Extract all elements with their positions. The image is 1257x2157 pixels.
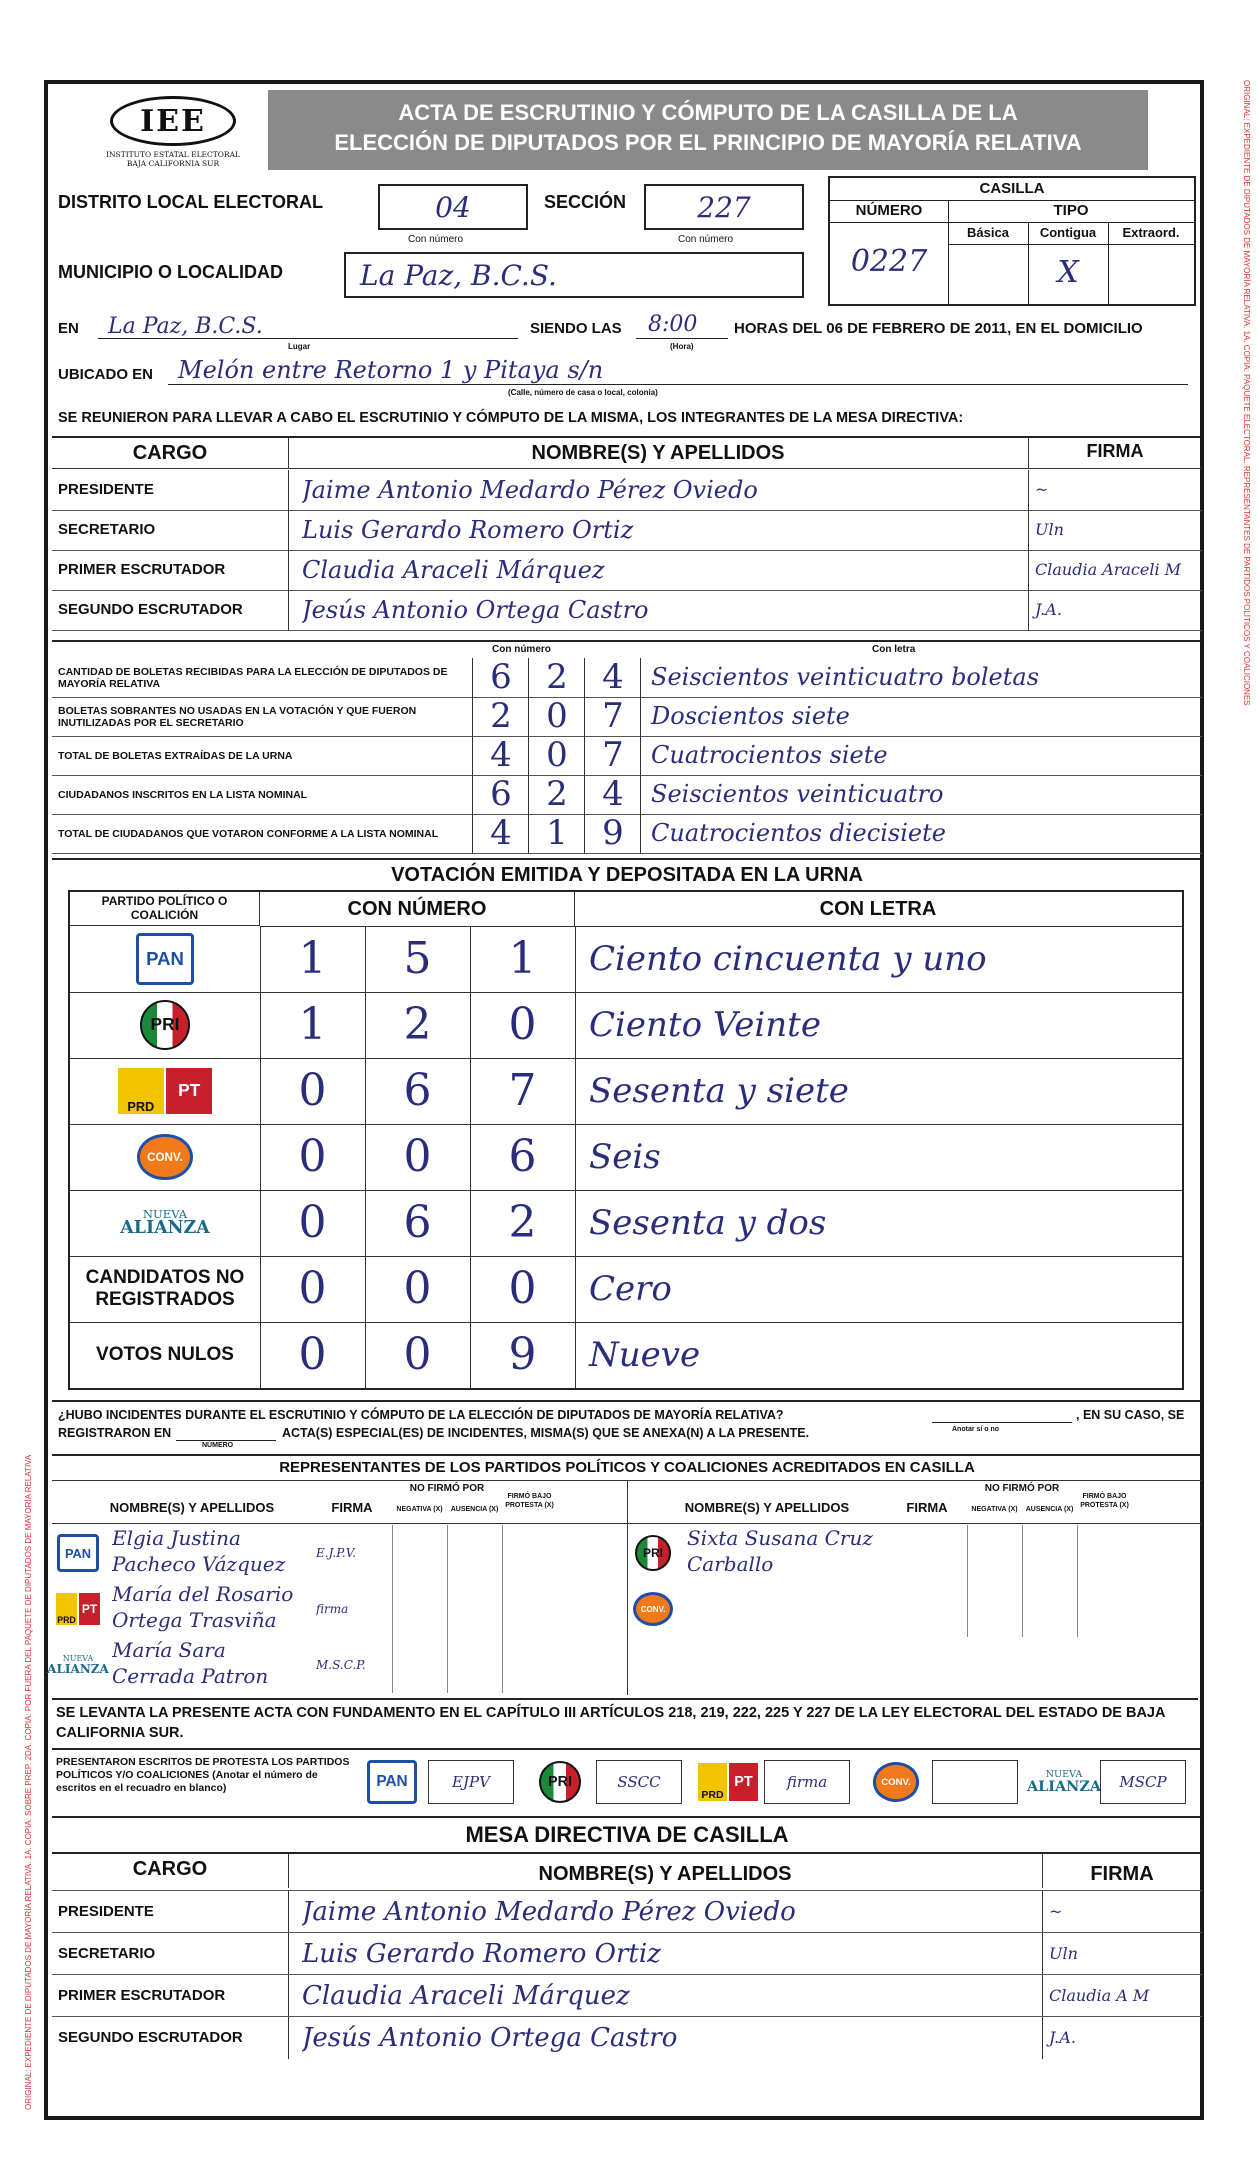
en-line bbox=[58, 312, 1198, 351]
mesa2-nombre[interactable]: Jesús Antonio Ortega Castro bbox=[302, 2023, 678, 2053]
side-note-right: ORIGINAL: EXPEDIENTE DE DIPUTADOS DE MAYORÍA RELATIVA. 1A. COPIA: PAQUETE ELECTORAL. REPRESENTANTES DE PARTIDOS POLÍTICOS Y COALICIONES bbox=[1242, 80, 1251, 706]
incidentes-line1-tail: , EN SU CASO, SE bbox=[1076, 1408, 1185, 1422]
header-title-line1: ACTA DE ESCRUTINIO Y CÓMPUTO DE LA CASILLA DE LA bbox=[398, 100, 1018, 125]
votacion-partido bbox=[70, 1322, 261, 1388]
rep-nombre[interactable] bbox=[687, 1581, 887, 1637]
casilla-box bbox=[828, 176, 1196, 306]
pan-logo-mark: PAN bbox=[136, 933, 194, 985]
boletas-digit[interactable]: 4 bbox=[472, 736, 529, 775]
iee-logo bbox=[98, 96, 248, 174]
votacion-digit[interactable]: 0 bbox=[260, 1256, 366, 1322]
boletas-digit[interactable]: 6 bbox=[472, 658, 529, 697]
boletas-digit[interactable]: 6 bbox=[472, 775, 529, 814]
rep-right-firma-header: FIRMA bbox=[906, 1499, 948, 1515]
mesa2-firma[interactable]: Claudia A M bbox=[1042, 1975, 1202, 2017]
pri-logo-mark: PRI bbox=[635, 1535, 671, 1571]
rep-checkbox-aus[interactable] bbox=[447, 1637, 503, 1693]
votacion-letra[interactable]: Cero bbox=[589, 1269, 672, 1309]
incidentes-line1: ¿HUBO INCIDENTES DURANTE EL ESCRUTINIO Y CÓMPUTO DE LA ELECCIÓN DE DIPUTADOS DE MAYORÍA RELATIVA? bbox=[58, 1408, 784, 1422]
rep-right-firmo-header: FIRMÓ BAJO PROTESTA (X) bbox=[1080, 1493, 1129, 1509]
iee-logo-sub2: BAJA CALIFORNIA SUR bbox=[126, 159, 220, 168]
rep-row bbox=[47, 1637, 627, 1693]
votacion-party-logo bbox=[70, 1128, 260, 1186]
rep-checkbox-aus[interactable] bbox=[1022, 1525, 1078, 1581]
rep-checkbox-pro[interactable] bbox=[502, 1581, 558, 1637]
incidentes-answer[interactable] bbox=[932, 1422, 1072, 1423]
boletas-digit[interactable]: 4 bbox=[584, 658, 641, 697]
seccion-label: SECCIÓN bbox=[544, 192, 627, 212]
rep-firma[interactable]: firma bbox=[316, 1602, 349, 1616]
boletas-digit[interactable]: 7 bbox=[584, 697, 641, 736]
boletas-digit[interactable]: 9 bbox=[584, 814, 641, 853]
pt-logo-mark: PT bbox=[166, 1068, 212, 1114]
seccion-hint: Con número bbox=[678, 234, 734, 245]
rep-checkbox-pro[interactable] bbox=[502, 1525, 558, 1581]
votacion-partido-label: CANDIDATOS NO REGISTRADOS bbox=[85, 1267, 245, 1310]
mesa1-firma[interactable]: Claudia Araceli M bbox=[1028, 550, 1202, 590]
mesa1-firma-header: FIRMA bbox=[1028, 438, 1202, 469]
votacion-digit[interactable]: 0 bbox=[260, 1190, 366, 1256]
votacion-digit[interactable]: 5 bbox=[365, 926, 471, 992]
rep-nombre[interactable]: María del Rosario Ortega Trasviña bbox=[112, 1582, 294, 1632]
header-title-line2: ELECCIÓN DE DIPUTADOS POR EL PRINCIPIO DE MAYORÍA RELATIVA bbox=[334, 130, 1082, 155]
casilla-label: CASILLA bbox=[830, 178, 1194, 201]
hora-tail: HORAS DEL 06 DE FEBRERO DE 2011, EN EL DOMICILIO bbox=[734, 320, 1143, 337]
votacion-digit[interactable]: 6 bbox=[365, 1190, 471, 1256]
hora-hint: (Hora) bbox=[670, 342, 694, 351]
protesta-count-box[interactable] bbox=[1100, 1760, 1186, 1804]
ubicado-field[interactable] bbox=[168, 384, 1188, 385]
mesa1-firma[interactable]: J.A. bbox=[1028, 590, 1202, 630]
rep-checkbox-neg[interactable] bbox=[392, 1637, 448, 1693]
rep-checkbox-neg[interactable] bbox=[967, 1525, 1023, 1581]
rep-party-logo bbox=[47, 1645, 109, 1685]
ubicado-line bbox=[58, 356, 1198, 397]
prd-logo-mark: PRD bbox=[698, 1763, 727, 1801]
mesa1-cargo: PRIMER ESCRUTADOR bbox=[58, 550, 289, 590]
basica-header: Básica bbox=[948, 222, 1029, 245]
boletas-letra[interactable]: Cuatrocientos siete bbox=[640, 736, 1202, 775]
mesa2-title: MESA DIRECTIVA DE CASILLA bbox=[465, 1822, 789, 1847]
mesa2-nombre[interactable]: Claudia Araceli Márquez bbox=[302, 1981, 630, 2011]
votacion-digit[interactable]: 9 bbox=[470, 1322, 576, 1388]
distrito-label: DISTRITO LOCAL ELECTORAL bbox=[58, 192, 324, 212]
protesta-party-logo bbox=[362, 1758, 422, 1806]
nueva-alianza-logo-mark bbox=[47, 1655, 109, 1675]
basica-cell[interactable] bbox=[948, 244, 1029, 304]
votacion-letra[interactable]: Nueve bbox=[589, 1335, 701, 1375]
mesa1-firma[interactable]: Uln bbox=[1028, 510, 1202, 550]
boletas-label: CIUDADANOS INSCRITOS EN LA LISTA NOMINAL bbox=[58, 788, 308, 801]
rep-party-logo bbox=[56, 1589, 100, 1629]
distrito-value: 04 bbox=[435, 191, 471, 224]
boletas-label: CANTIDAD DE BOLETAS RECIBIDAS PARA LA ELECCIÓN DE DIPUTADOS DE MAYORÍA RELATIVA bbox=[58, 665, 448, 690]
siendo-label: SIENDO LAS bbox=[530, 320, 622, 337]
nueva-alianza-logo-mark bbox=[1027, 1770, 1101, 1794]
distrito-hint: Con número bbox=[408, 234, 464, 245]
incidentes-line2-b: ACTA(S) ESPECIAL(ES) DE INCIDENTES, MISMA(S) QUE SE ANEXA(N) A LA PRESENTE. bbox=[282, 1426, 810, 1440]
boletas-label: BOLETAS SOBRANTES NO USADAS EN LA VOTACIÓN Y QUE FUERON INUTILIZADAS POR EL SECRETARIO bbox=[58, 704, 417, 729]
municipio-field[interactable] bbox=[344, 252, 804, 298]
pri-logo-mark: PRI bbox=[539, 1761, 581, 1803]
boletas-digit[interactable]: 1 bbox=[528, 814, 585, 853]
boletas-digit[interactable]: 2 bbox=[472, 697, 529, 736]
votacion-partido bbox=[70, 1190, 261, 1256]
votacion-letra[interactable]: Ciento cincuenta y uno bbox=[589, 939, 987, 979]
rep-left-negativa-header: NEGATIVA (X) bbox=[396, 1505, 443, 1513]
votacion-row bbox=[70, 992, 1182, 1059]
votacion-partido-header: PARTIDO POLÍTICO O COALICIÓN bbox=[70, 892, 260, 926]
votacion-table bbox=[68, 890, 1184, 1390]
votacion-digit[interactable]: 0 bbox=[260, 1124, 366, 1190]
protesta-block bbox=[52, 1748, 1202, 1818]
incidentes-number[interactable] bbox=[176, 1440, 276, 1441]
protesta-party-logo bbox=[1027, 1758, 1102, 1806]
votacion-letra[interactable]: Seis bbox=[589, 1137, 661, 1177]
mesa1-cargo: SEGUNDO ESCRUTADOR bbox=[58, 590, 289, 630]
votacion-partido bbox=[70, 1058, 261, 1124]
extraord-cell[interactable] bbox=[1108, 244, 1194, 304]
reunion-text: SE REUNIERON PARA LLEVAR A CABO EL ESCRUTINIO Y CÓMPUTO DE LA MISMA, LOS INTEGRANTES DE LA MESA DIRECTIVA: bbox=[58, 410, 964, 426]
votacion-party-logo bbox=[70, 1194, 260, 1252]
rep-checkbox-aus[interactable] bbox=[1022, 1581, 1078, 1637]
rep-firma[interactable]: M.S.C.P. bbox=[316, 1658, 366, 1672]
votacion-digit[interactable]: 7 bbox=[470, 1058, 576, 1124]
protesta-count-box[interactable] bbox=[428, 1760, 514, 1804]
votacion-digit[interactable]: 1 bbox=[260, 926, 366, 992]
votacion-digit[interactable]: 0 bbox=[365, 1124, 471, 1190]
mesa2-nombre[interactable]: Jaime Antonio Medardo Pérez Oviedo bbox=[302, 1897, 796, 1927]
rep-row bbox=[627, 1581, 1202, 1637]
mesa2-table bbox=[52, 1852, 1202, 2116]
nueva-alianza-word1: NUEVA bbox=[142, 1206, 188, 1221]
votacion-partido bbox=[70, 1124, 261, 1190]
votacion-letra[interactable]: Sesenta y dos bbox=[589, 1203, 827, 1243]
iee-logo-mark: IEE bbox=[110, 96, 236, 146]
prd-logo-mark: PRD bbox=[56, 1593, 77, 1625]
iee-logo-sub1: INSTITUTO ESTATAL ELECTORAL bbox=[106, 150, 240, 159]
mesa1-nombre-header: NOMBRE(S) Y APELLIDOS bbox=[288, 438, 1029, 469]
mesa2-row bbox=[52, 1974, 1202, 2017]
rep-party-logo bbox=[56, 1533, 100, 1573]
votacion-digit[interactable]: 0 bbox=[260, 1322, 366, 1388]
mesa1-nombre[interactable]: Luis Gerardo Romero Ortiz bbox=[302, 516, 634, 544]
boletas-digit[interactable]: 2 bbox=[528, 775, 585, 814]
protesta-party-logo bbox=[866, 1758, 926, 1806]
extraord-header: Extraord. bbox=[1108, 222, 1194, 245]
votacion-row bbox=[70, 1322, 1182, 1388]
pan-logo-mark: PAN bbox=[367, 1760, 416, 1804]
votacion-digit[interactable]: 1 bbox=[260, 992, 366, 1058]
mesa1-firma[interactable]: ~ bbox=[1028, 470, 1202, 510]
protesta-count-box[interactable] bbox=[596, 1760, 682, 1804]
rep-left-firmo-header: FIRMÓ BAJO PROTESTA (X) bbox=[505, 1493, 554, 1509]
pt-logo-mark: PT bbox=[729, 1763, 758, 1801]
votacion-partido bbox=[70, 1256, 261, 1322]
votacion-partido bbox=[70, 992, 261, 1058]
votacion-row bbox=[70, 1058, 1182, 1125]
votacion-digit[interactable]: 1 bbox=[470, 926, 576, 992]
protesta-party-logo bbox=[530, 1758, 590, 1806]
rep-checkbox-neg[interactable] bbox=[392, 1581, 448, 1637]
en-value: La Paz, B.C.S. bbox=[108, 314, 263, 339]
boletas-row bbox=[52, 658, 1202, 698]
rep-right-nofirmo-header: NO FIRMÓ POR bbox=[984, 1483, 1060, 1494]
ubicado-label: UBICADO EN bbox=[58, 366, 154, 383]
votacion-letra[interactable]: Sesenta y siete bbox=[589, 1071, 849, 1111]
rep-nombre[interactable]: Sixta Susana Cruz Carballo bbox=[687, 1526, 873, 1576]
header-title bbox=[268, 90, 1148, 170]
boletas-row bbox=[52, 736, 1202, 776]
votacion-letra-header: CON LETRA bbox=[574, 892, 1182, 927]
convergencia-logo-mark: CONV. bbox=[633, 1592, 673, 1626]
rep-row bbox=[627, 1525, 1202, 1581]
mesa1-table bbox=[52, 436, 1202, 634]
mesa2-row bbox=[52, 2016, 1202, 2059]
protesta-count-value: MSCP bbox=[1119, 1773, 1167, 1791]
mesa1-cargo: PRESIDENTE bbox=[58, 470, 289, 510]
votacion-party-logo bbox=[70, 930, 260, 988]
boletas-digit[interactable]: 0 bbox=[528, 736, 585, 775]
seccion-value: 227 bbox=[697, 191, 751, 224]
en-label: EN bbox=[58, 320, 79, 337]
boletas-con-letra-header: Con letra bbox=[872, 644, 916, 655]
rep-right-negativa-header: NEGATIVA (X) bbox=[971, 1505, 1018, 1513]
votacion-party-logo bbox=[70, 1062, 260, 1120]
protesta-count-value: SSCC bbox=[617, 1773, 661, 1791]
fundamento-text: SE LEVANTA LA PRESENTE ACTA CON FUNDAMENTO EN EL CAPÍTULO III ARTÍCULOS 218, 219, 222, 225 Y 227 DE LA LEY ELECTORAL DEL ESTADO DE BAJA CALIFORNIA SUR. bbox=[52, 1698, 1198, 1744]
votacion-digit[interactable]: 0 bbox=[260, 1058, 366, 1124]
mesa2-cargo: SECRETARIO bbox=[58, 1933, 289, 1975]
protesta-count-box[interactable] bbox=[764, 1760, 850, 1804]
hora-value: 8:00 bbox=[648, 312, 698, 337]
rep-left-ausencia-header: AUSENCIA (X) bbox=[450, 1505, 499, 1513]
boletas-digit[interactable]: 4 bbox=[472, 814, 529, 853]
mesa1-nombre[interactable]: Jesús Antonio Ortega Castro bbox=[302, 596, 649, 624]
mesa1-nombre[interactable]: Claudia Araceli Márquez bbox=[302, 556, 605, 584]
votacion-letra[interactable]: Ciento Veinte bbox=[589, 1005, 821, 1045]
mesa2-firma[interactable]: J.A. bbox=[1042, 2017, 1202, 2059]
mesa2-cargo: PRESIDENTE bbox=[58, 1891, 289, 1933]
mesa1-cargo: SECRETARIO bbox=[58, 510, 289, 550]
seccion-field[interactable] bbox=[644, 184, 804, 230]
rep-checkbox-pro[interactable] bbox=[1077, 1581, 1133, 1637]
boletas-label: TOTAL DE BOLETAS EXTRAÍDAS DE LA URNA bbox=[58, 749, 293, 762]
rep-right-ausencia-header: AUSENCIA (X) bbox=[1025, 1505, 1074, 1513]
nueva-alianza-word1: NUEVA bbox=[1045, 1769, 1083, 1780]
mesa2-firma[interactable]: Uln bbox=[1042, 1933, 1202, 1975]
mesa2-row bbox=[52, 1932, 1202, 1975]
mesa2-cargo: SEGUNDO ESCRUTADOR bbox=[58, 2017, 289, 2059]
votacion-row bbox=[70, 926, 1182, 993]
votacion-row bbox=[70, 1190, 1182, 1257]
representantes-table bbox=[47, 1480, 1202, 1695]
mesa2-row bbox=[52, 1890, 1202, 1933]
mesa2-firma[interactable]: ~ bbox=[1042, 1891, 1202, 1933]
rep-firma[interactable] bbox=[891, 1525, 967, 1581]
ubicado-value: Melón entre Retorno 1 y Pitaya s/n bbox=[178, 356, 604, 384]
votacion-digit[interactable]: 0 bbox=[365, 1322, 471, 1388]
boletas-letra[interactable]: Seiscientos veinticuatro bbox=[640, 775, 1202, 814]
numero-hint: NÚMERO bbox=[202, 1442, 234, 1449]
numero-value: 0227 bbox=[850, 244, 928, 279]
rep-row bbox=[52, 1525, 627, 1581]
votacion-partido bbox=[70, 926, 261, 992]
rep-checkbox-aus[interactable] bbox=[447, 1581, 503, 1637]
protesta-text: PRESENTARON ESCRITOS DE PROTESTA LOS PARTIDOS POLÍTICOS Y/O COALICIONES (Anotar el número de escritos en el recuadro en blanco) bbox=[56, 1756, 350, 1794]
rep-checkbox-aus[interactable] bbox=[447, 1525, 503, 1581]
nueva-alianza-word1: NUEVA bbox=[62, 1654, 94, 1663]
rep-left-nombre-header: NOMBRE(S) Y APELLIDOS bbox=[109, 1499, 275, 1515]
boletas-digit[interactable]: 4 bbox=[584, 775, 641, 814]
nueva-alianza-word2: ALIANZA bbox=[47, 1662, 109, 1676]
mesa1-nombre[interactable]: Jaime Antonio Medardo Pérez Oviedo bbox=[302, 476, 758, 504]
anotar-hint: Anotar sí o no bbox=[952, 1426, 1000, 1433]
hora-field[interactable] bbox=[636, 338, 728, 339]
rep-checkbox-neg[interactable] bbox=[967, 1581, 1023, 1637]
pt-logo-mark: PT bbox=[79, 1593, 100, 1625]
rep-party-logo bbox=[631, 1589, 675, 1629]
mesa2-nombre-header: NOMBRE(S) Y APELLIDOS bbox=[288, 1854, 1043, 1888]
votacion-row bbox=[70, 1124, 1182, 1191]
nueva-alianza-word2: ALIANZA bbox=[120, 1218, 210, 1239]
mesa1-row bbox=[52, 590, 1202, 631]
votacion-party-logo bbox=[70, 996, 260, 1054]
boletas-letra[interactable]: Cuatrocientos diecisiete bbox=[640, 814, 1202, 853]
protesta-count-value: EJPV bbox=[452, 1773, 490, 1791]
numero-header: NÚMERO bbox=[830, 200, 949, 223]
votacion-digit[interactable]: 2 bbox=[470, 1190, 576, 1256]
mesa2-cargo: PRIMER ESCRUTADOR bbox=[58, 1975, 289, 2017]
rep-nombre[interactable]: María Sara Cerrada Patron bbox=[112, 1638, 269, 1688]
boletas-label: TOTAL DE CIUDADANOS QUE VOTARON CONFORME A LA LISTA NOMINAL bbox=[58, 827, 439, 840]
votacion-partido-label: VOTOS NULOS bbox=[96, 1344, 234, 1365]
distrito-field[interactable] bbox=[378, 184, 528, 230]
numero-cell[interactable] bbox=[830, 222, 949, 304]
votacion-numero-header: CON NÚMERO bbox=[260, 892, 575, 927]
mesa1-cargo-header: CARGO bbox=[52, 438, 289, 469]
protesta-count-box[interactable] bbox=[932, 1760, 1018, 1804]
contigua-cell[interactable] bbox=[1028, 244, 1109, 304]
rep-checkbox-neg[interactable] bbox=[392, 1525, 448, 1581]
incidentes-line2-a: REGISTRARON EN bbox=[58, 1426, 172, 1440]
nueva-alianza-logo-mark bbox=[120, 1206, 210, 1239]
contigua-header: Contigua bbox=[1028, 222, 1109, 245]
mesa2-firma-header: FIRMA bbox=[1090, 1863, 1154, 1885]
boletas-digit[interactable]: 0 bbox=[528, 697, 585, 736]
votacion-digit[interactable]: 6 bbox=[365, 1058, 471, 1124]
boletas-row bbox=[52, 697, 1202, 737]
calle-hint: (Calle, número de casa o local, colonia) bbox=[508, 388, 658, 397]
boletas-letra[interactable]: Seiscientos veinticuatro boletas bbox=[640, 658, 1202, 697]
votacion-digit[interactable]: 0 bbox=[470, 992, 576, 1058]
rep-firma[interactable] bbox=[891, 1581, 967, 1637]
votacion-digit[interactable]: 0 bbox=[470, 1256, 576, 1322]
rep-party-logo bbox=[631, 1533, 675, 1573]
side-note-left: ORIGINAL: EXPEDIENTE DE DIPUTADOS DE MAYORÍA RELATIVA. 1A. COPIA: SOBRE PREP. 2DA. COPIA: POR FUERA DEL PAQUETE DE DIPUTADOS DE MAYORÍA RELATIVA bbox=[24, 1454, 33, 2110]
rep-row bbox=[52, 1581, 627, 1637]
votacion-title: VOTACIÓN EMITIDA Y DEPOSITADA EN LA URNA bbox=[52, 858, 1202, 886]
convergencia-logo-mark: CONV. bbox=[137, 1134, 192, 1181]
boletas-letra[interactable]: Doscientos siete bbox=[640, 697, 1202, 736]
protesta-party-logo bbox=[698, 1758, 758, 1806]
representantes-title: REPRESENTANTES DE LOS PARTIDOS POLÍTICOS Y COALICIONES ACREDITADOS EN CASILLA bbox=[52, 1454, 1202, 1480]
mesa1-row bbox=[52, 470, 1202, 511]
boletas-table bbox=[52, 640, 1202, 854]
rep-left-firma-header: FIRMA bbox=[331, 1499, 373, 1515]
votacion-row bbox=[70, 1256, 1182, 1323]
protesta-count-value: firma bbox=[786, 1773, 828, 1791]
boletas-row bbox=[52, 775, 1202, 815]
rep-right-nombre-header: NOMBRE(S) Y APELLIDOS bbox=[684, 1499, 850, 1515]
boletas-digit[interactable]: 7 bbox=[584, 736, 641, 775]
convergencia-logo-mark: CONV. bbox=[873, 1762, 920, 1802]
rep-checkbox-pro[interactable] bbox=[1077, 1525, 1133, 1581]
mesa2-cargo-header: CARGO bbox=[52, 1854, 289, 1888]
incidentes-block bbox=[52, 1400, 1202, 1452]
votacion-digit[interactable]: 0 bbox=[365, 1256, 471, 1322]
pan-logo-mark: PAN bbox=[57, 1534, 99, 1572]
municipio-value: La Paz, B.C.S. bbox=[360, 259, 557, 292]
tipo-header: TIPO bbox=[948, 200, 1194, 223]
nueva-alianza-word2: ALIANZA bbox=[1027, 1777, 1102, 1795]
municipio-label: MUNICIPIO O LOCALIDAD bbox=[58, 262, 283, 282]
contigua-mark: X bbox=[1057, 255, 1079, 290]
rep-firma[interactable]: E.J.P.V. bbox=[316, 1546, 357, 1560]
lugar-hint: Lugar bbox=[288, 342, 311, 351]
rep-nombre[interactable]: Elgia Justina Pacheco Vázquez bbox=[112, 1526, 286, 1576]
rep-left-nofirmo-header: NO FIRMÓ POR bbox=[409, 1483, 485, 1494]
pri-logo-mark: PRI bbox=[140, 1000, 190, 1050]
boletas-digit[interactable]: 2 bbox=[528, 658, 585, 697]
votacion-digit[interactable]: 6 bbox=[470, 1124, 576, 1190]
boletas-row bbox=[52, 814, 1202, 854]
mesa2-nombre[interactable]: Luis Gerardo Romero Ortiz bbox=[302, 1939, 661, 1969]
acta-sheet bbox=[44, 80, 1204, 2120]
rep-checkbox-pro[interactable] bbox=[502, 1637, 558, 1693]
mesa1-row bbox=[52, 510, 1202, 551]
votacion-digit[interactable]: 2 bbox=[365, 992, 471, 1058]
boletas-con-numero-header: Con número bbox=[492, 644, 551, 655]
mesa1-row bbox=[52, 550, 1202, 591]
prd-logo-mark: PRD bbox=[118, 1068, 164, 1114]
